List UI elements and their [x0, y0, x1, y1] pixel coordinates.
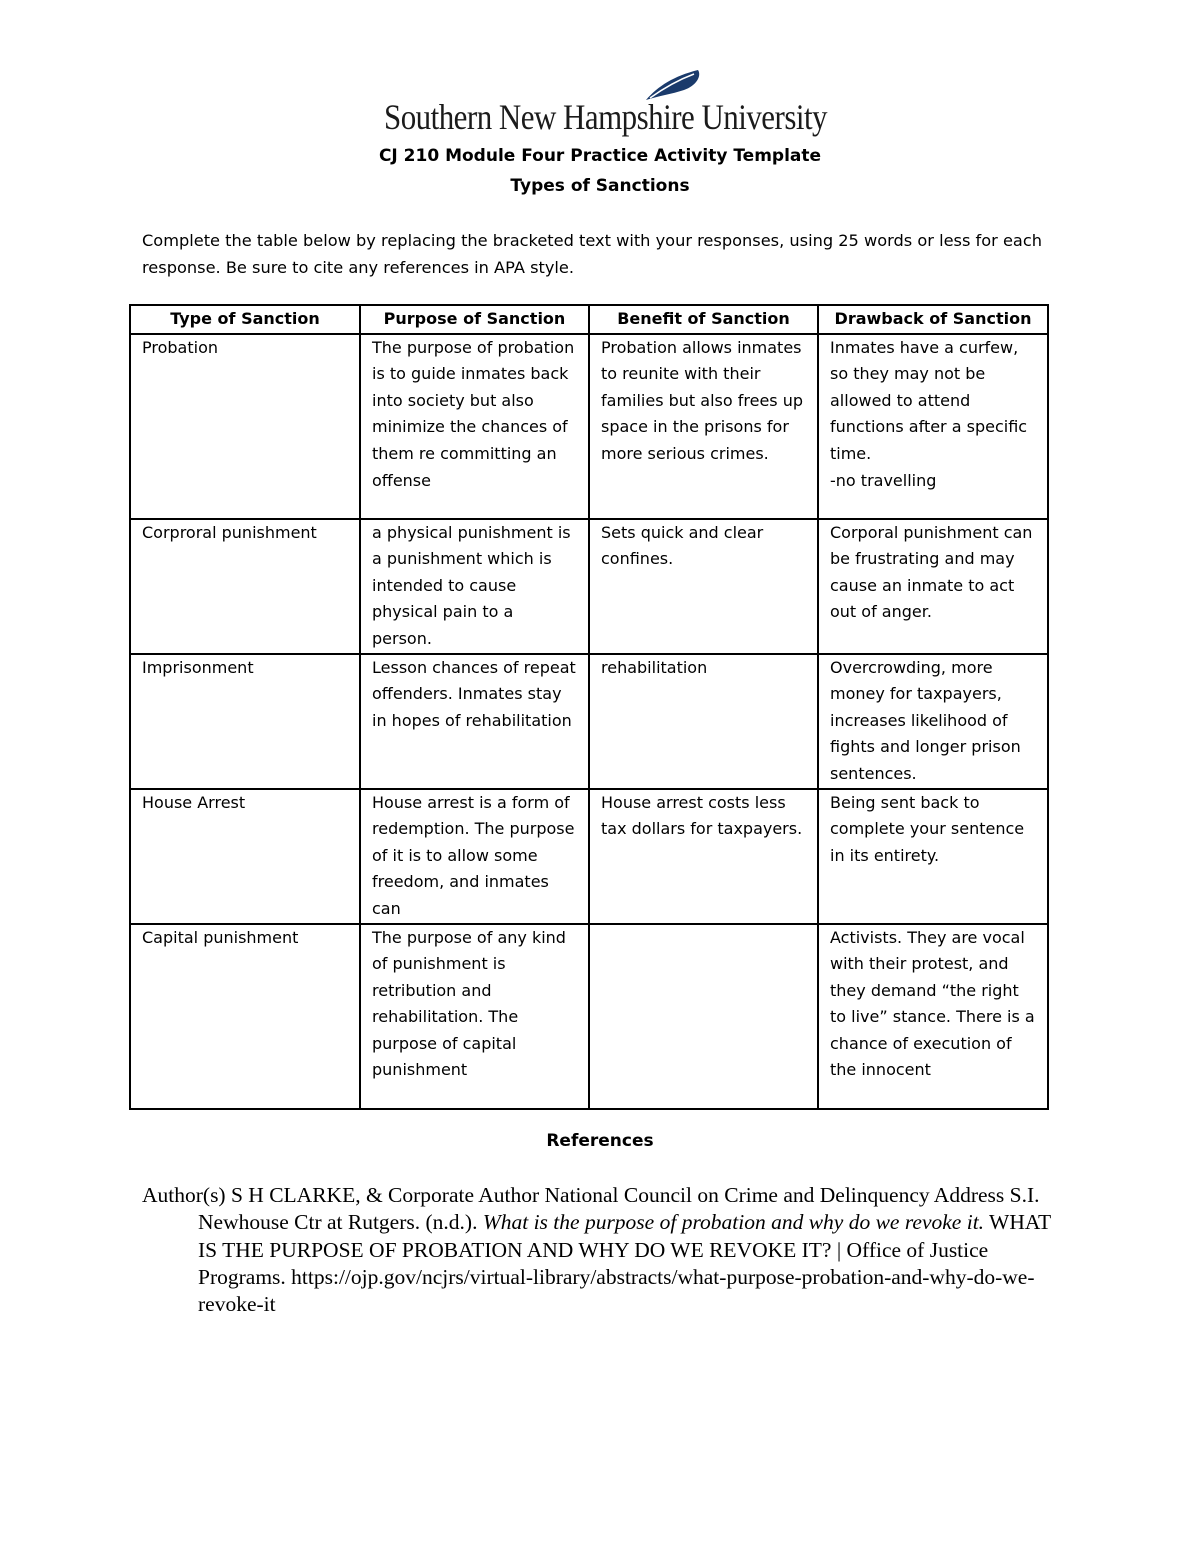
purpose-cell: House arrest is a form of redemption. The purpose of it is to allow some freedom, and inmates can — [360, 789, 589, 924]
reference-entry — [142, 1182, 1062, 1318]
sanction-type-cell: Probation — [130, 334, 360, 519]
table-row — [130, 924, 1048, 1109]
drawback-cell: Inmates have a curfew, so they may not be allowed to attend functions after a specific time. -no travelling — [818, 334, 1048, 519]
column-header: Drawback of Sanction — [818, 305, 1048, 334]
purpose-cell: The purpose of probation is to guide inmates back into society but also minimize the chances of them re committing an offense — [360, 334, 589, 519]
benefit-cell — [589, 924, 818, 1109]
purpose-cell: Lesson chances of repeat offenders. Inmates stay in hopes of rehabilitation — [360, 654, 589, 789]
reference-source: WHAT IS THE PURPOSE OF PROBATION AND WHY DO WE REVOKE IT? | Office of Justice Programs. https://ojp.gov/ncjrs/virtual-library/abstracts/what-purpose-probation-and-why-do-we-revoke-it — [198, 1210, 1051, 1317]
page-title: CJ 210 Module Four Practice Activity Template — [378, 146, 822, 166]
benefit-cell: rehabilitation — [589, 654, 818, 789]
benefit-cell: Probation allows inmates to reunite with their families but also frees up space in the prisons for more serious crimes. — [589, 334, 818, 519]
sanction-type-cell: Imprisonment — [130, 654, 360, 789]
references-heading: References — [546, 1131, 654, 1151]
table-row — [130, 789, 1048, 924]
page-subtitle: Types of Sanctions — [510, 176, 690, 196]
drawback-cell: Activists. They are vocal with their protest, and they demand “the right to live” stance. There is a chance of execution of the innocent — [818, 924, 1048, 1109]
drawback-cell: Corporal punishment can be frustrating and may cause an inmate to act out of anger. — [818, 519, 1048, 654]
table-header-row — [130, 305, 1048, 334]
purpose-cell: The purpose of any kind of punishment is retribution and rehabilitation. The purpose of capital punishment — [360, 924, 589, 1109]
sanction-type-cell: Capital punishment — [130, 924, 360, 1109]
instructions-text: Complete the table below by replacing the bracketed text with your responses, using 25 words or less for each response. Be sure to cite any references in APA style. — [142, 231, 1042, 277]
purpose-cell: a physical punishment is a punishment which is intended to cause physical pain to a person. — [360, 519, 589, 654]
reference-text: Author(s) S H CLARKE, & Corporate Author National Council on Crime and Delinquency Address S.I. Newhouse Ctr at Rutgers. (n.d.). — [142, 1183, 1040, 1235]
drawback-cell: Overcrowding, more money for taxpayers, increases likelihood of fights and longer prison sentences. — [818, 654, 1048, 789]
benefit-cell: Sets quick and clear confines. — [589, 519, 818, 654]
column-header: Benefit of Sanction — [589, 305, 818, 334]
reference-title: What is the purpose of probation and why do we revoke it. — [482, 1210, 985, 1235]
column-header: Type of Sanction — [130, 305, 360, 334]
sanction-type-cell: Corproral punishment — [130, 519, 360, 654]
sanctions-table — [129, 304, 1049, 1110]
table-row — [130, 654, 1048, 789]
table-row — [130, 519, 1048, 654]
table-row — [130, 334, 1048, 519]
sanction-type-cell: House Arrest — [130, 789, 360, 924]
university-logo — [384, 66, 827, 138]
drawback-cell: Being sent back to complete your sentence in its entirety. — [818, 789, 1048, 924]
logo-wordmark: Southern New Hampshire University — [384, 97, 827, 137]
column-header: Purpose of Sanction — [360, 305, 589, 334]
benefit-cell: House arrest costs less tax dollars for taxpayers. — [589, 789, 818, 924]
